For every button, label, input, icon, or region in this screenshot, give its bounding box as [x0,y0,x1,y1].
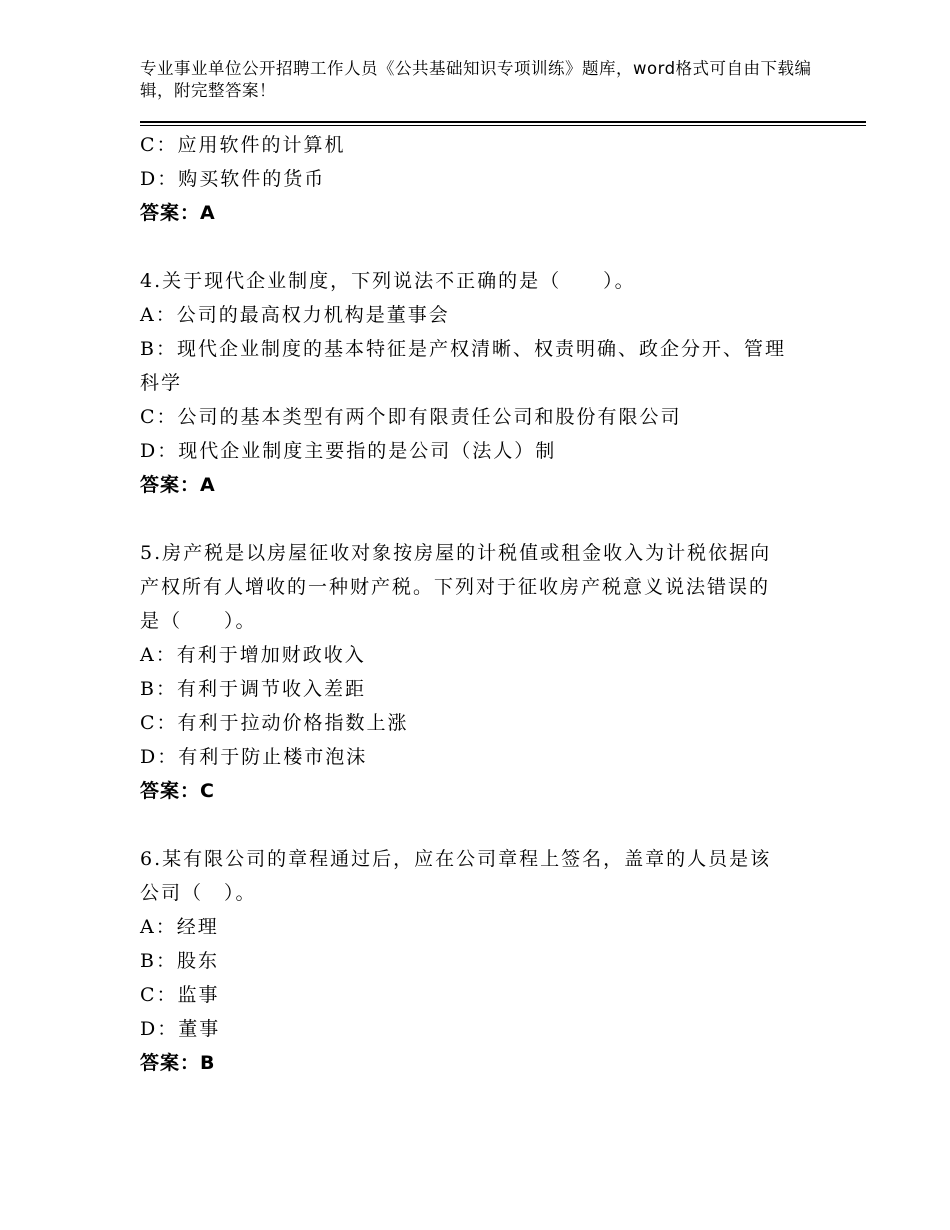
q6-option-b: B：股东 [140,950,219,972]
q5-option-d: D：有利于防止楼市泡沫 [140,746,368,768]
q3-answer: 答案：A [140,202,216,224]
q4-option-b-line1: B：现代企业制度的基本特征是产权清晰、权责明确、政企分开、管理 [140,338,786,360]
q4-answer: 答案：A [140,474,216,496]
q4-option-b-line2: 科学 [140,372,183,394]
q6-option-c: C：监事 [140,984,220,1006]
q5-stem-line3: 是（ ）。 [140,610,257,632]
q6-option-d: D：董事 [140,1018,221,1040]
q5-stem-line1: 5.房产税是以房屋征收对象按房屋的计税值或租金收入为计税依据向 [140,542,772,564]
q6-option-a: A：经理 [140,916,219,938]
header-rule-thick [140,121,866,123]
q4-option-c: C：公司的基本类型有两个即有限责任公司和股份有限公司 [140,406,682,428]
q6-stem-line2: 公司（ ）。 [140,882,257,904]
q6-stem-line1: 6.某有限公司的章程通过后，应在公司章程上签名，盖章的人员是该 [140,848,772,870]
spacer [140,230,820,264]
q4-option-a: A：公司的最高权力机构是董事会 [140,304,450,326]
page-header: 专业事业单位公开招聘工作人员《公共基础知识专项训练》题库，word格式可自由下载编辑，附完整答案！ [140,59,812,100]
q3-option-c: C：应用软件的计算机 [140,134,346,156]
q4-stem: 4.关于现代企业制度，下列说法不正确的是（ ）。 [140,270,636,292]
question-content [140,128,820,1080]
q5-option-c: C：有利于拉动价格指数上涨 [140,712,409,734]
spacer [140,502,820,536]
q4-option-d: D：现代企业制度主要指的是公司（法人）制 [140,440,557,462]
q5-answer: 答案：C [140,780,215,802]
q3-option-d: D：购买软件的货币 [140,168,326,190]
q6-answer: 答案：B [140,1052,216,1074]
q5-stem-line2: 产权所有人增收的一种财产税。下列对于征收房产税意义说法错误的 [140,576,771,598]
q5-option-a: A：有利于增加财政收入 [140,644,366,666]
q5-option-b: B：有利于调节收入差距 [140,678,366,700]
spacer [140,808,820,842]
header-rule-thin [140,125,866,126]
